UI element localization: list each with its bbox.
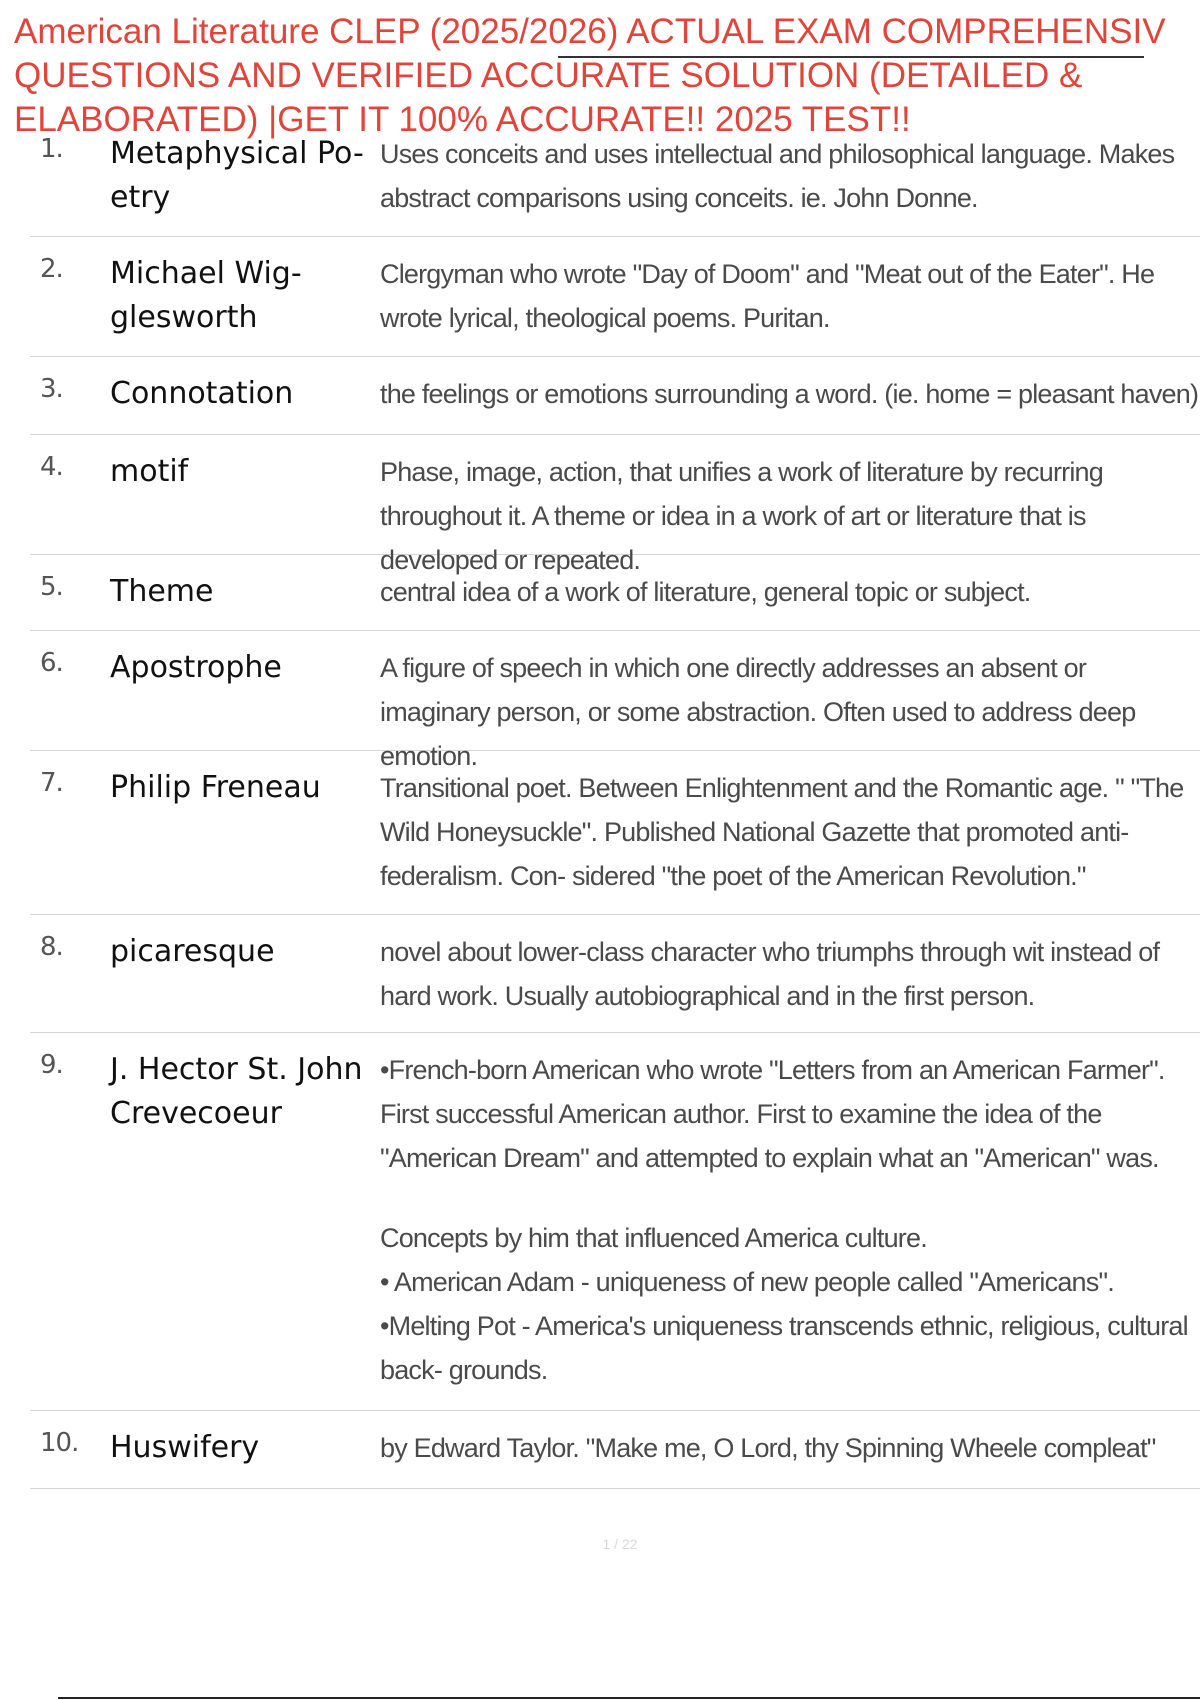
definition-extra-line: • American Adam - uniqueness of new people called "Americans". bbox=[380, 1267, 1114, 1297]
entry-definition: Transitional poet. Between Enlightenment and the Romantic age. " "The Wild Honeysuckle". Published National Gazette that promoted anti-federalism. Con- sidered "the poet of the American Revolution." bbox=[380, 773, 1184, 891]
entry-definition: Phase, image, action, that unifies a work of literature by recurring throughout it. A theme or idea in a work of art or literature that is developed or repeated. bbox=[380, 457, 1103, 575]
table-row bbox=[30, 238, 1200, 357]
entry-term: Apostrophe bbox=[110, 650, 282, 685]
entry-term: Connotation bbox=[110, 376, 294, 411]
table-row bbox=[30, 556, 1200, 631]
entry-number: 1. bbox=[40, 134, 63, 164]
entry-term: motif bbox=[110, 454, 189, 489]
table-row bbox=[30, 916, 1200, 1033]
entry-definition-block bbox=[380, 1048, 1200, 1392]
entry-definition: A figure of speech in which one directly addresses an absent or imaginary person, or some abstraction. Often used to address deep emotion. bbox=[380, 653, 1136, 771]
table-row bbox=[30, 1034, 1200, 1411]
entry-definition: the feelings or emotions surrounding a word. (ie. home = pleasant haven) bbox=[380, 379, 1199, 409]
entry-definition: Uses conceits and uses intellectual and philosophical language. Makes abstract comparisons using conceits. ie. John Donne. bbox=[380, 139, 1175, 213]
entry-definition: Clergyman who wrote "Day of Doom" and "Meat out of the Eater". He wrote lyrical, theological poems. Puritan. bbox=[380, 259, 1155, 333]
title-line-2: QUESTIONS AND VERIFIED ACCURATE SOLUTION (DETAILED & bbox=[14, 56, 1083, 95]
entry-number: 5. bbox=[40, 572, 63, 602]
entry-number: 7. bbox=[40, 768, 63, 798]
entry-term: Huswifery bbox=[110, 1430, 260, 1465]
entry-term: Metaphysical Po- etry bbox=[110, 136, 364, 215]
entry-number: 9. bbox=[40, 1050, 63, 1080]
entry-definition: by Edward Taylor. "Make me, O Lord, thy Spinning Wheele compleat" bbox=[380, 1433, 1156, 1463]
entry-term: Michael Wig- glesworth bbox=[110, 256, 302, 335]
entry-number: 3. bbox=[40, 374, 63, 404]
entry-definition: novel about lower-class character who triumphs through wit instead of hard work. Usually autobiographical and in the first person. bbox=[380, 937, 1160, 1011]
table-row bbox=[30, 1412, 1200, 1489]
entry-term: picaresque bbox=[110, 934, 275, 969]
entry-number: 8. bbox=[40, 932, 63, 962]
title-line-3: ELABORATED) |GET IT 100% ACCURATE!! 2025 TEST!! bbox=[14, 100, 911, 139]
table-row bbox=[30, 752, 1200, 915]
document-title bbox=[14, 10, 1200, 142]
entry-term: J. Hector St. John Crevecoeur bbox=[110, 1052, 363, 1131]
title-line-1: American Literature CLEP (2025/2026) ACTUAL EXAM COMPREHENSIV bbox=[14, 12, 1166, 51]
paragraph-gap bbox=[380, 1180, 1200, 1216]
entry-number: 4. bbox=[40, 452, 63, 482]
entry-definition: central idea of a work of literature, general topic or subject. bbox=[380, 577, 1031, 607]
table-row bbox=[30, 632, 1200, 771]
entry-definition: •French-born American who wrote "Letters from an American Farmer". First successful American author. First to examine the idea of the "American Dream" and attempted to explain what an "American" was. bbox=[380, 1055, 1165, 1173]
entry-term: Philip Freneau bbox=[110, 770, 321, 805]
bottom-rule bbox=[58, 1697, 1200, 1699]
definition-extra-line: Concepts by him that influenced America culture. bbox=[380, 1223, 927, 1253]
page-number: 1 / 22 bbox=[602, 1536, 638, 1552]
entry-number: 2. bbox=[40, 254, 63, 284]
entry-number: 6. bbox=[40, 648, 63, 678]
definition-extra-line: •Melting Pot - America's uniqueness transcends ethnic, religious, cultural back- grounds. bbox=[380, 1311, 1188, 1385]
table-row bbox=[30, 436, 1200, 575]
entry-term: Theme bbox=[110, 574, 214, 609]
entry-number: 10. bbox=[40, 1428, 79, 1458]
table-row bbox=[30, 358, 1200, 435]
